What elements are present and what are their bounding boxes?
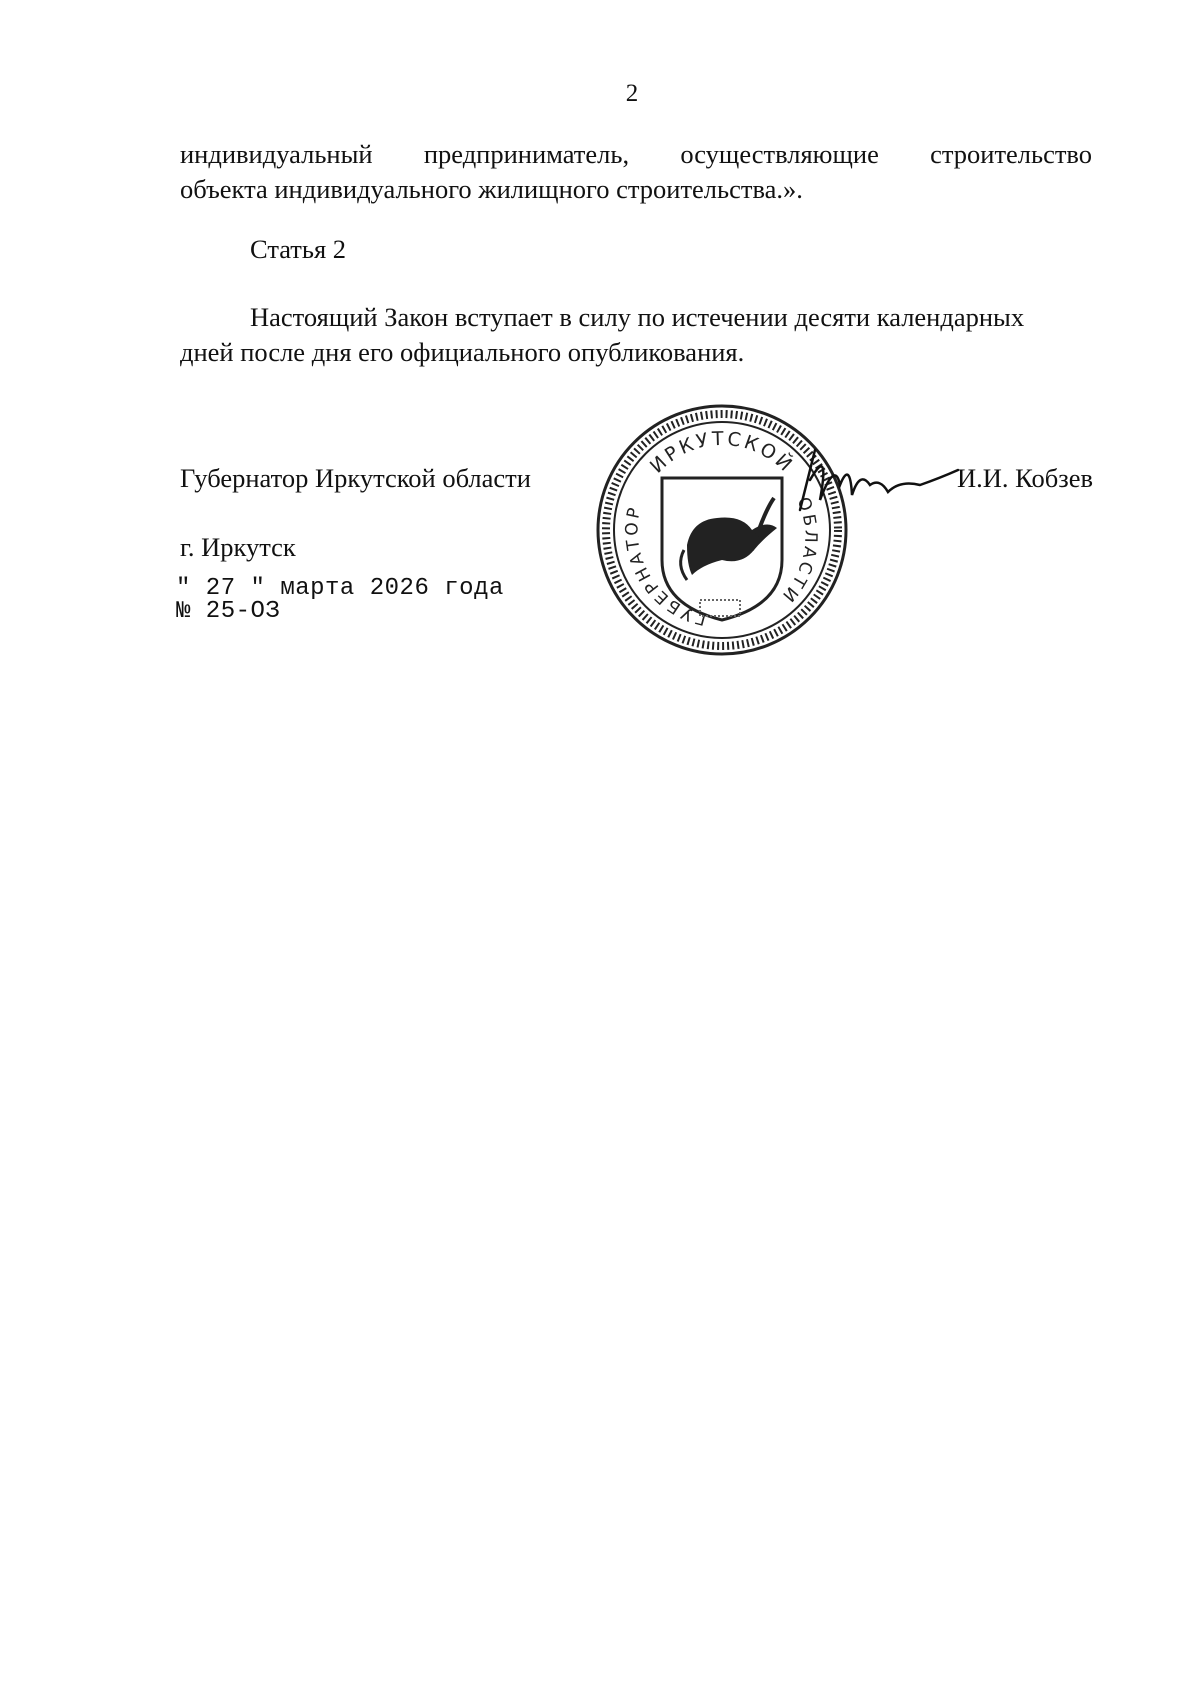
document-date: " 27 " марта 2026 года: [176, 575, 504, 602]
continuation-paragraph: [180, 137, 1092, 207]
article-line-2: дней после дня его официального опубликования.: [180, 337, 745, 367]
article-line-1: Настоящий Закон вступает в силу по истечении десяти календарных: [250, 302, 1025, 332]
seal-text-right: ОБЛАСТИ: [776, 494, 821, 608]
word: осуществляющие: [680, 139, 879, 169]
official-seal: [592, 400, 852, 660]
page-number: 2: [625, 80, 639, 107]
seal-text-top: ИРКУТСКОЙ: [645, 427, 799, 478]
word: предприниматель,: [423, 139, 630, 169]
word: индивидуальный: [180, 139, 373, 169]
article-paragraph: [180, 300, 1092, 370]
seal-text-left: ГУБЕРНАТОР: [622, 503, 709, 629]
word: строительство: [930, 139, 1093, 169]
signatory-name: И.И. Кобзев: [957, 463, 1093, 493]
continuation-line-2: объекта индивидуального жилищного строительства.».: [180, 174, 803, 204]
article-heading: Статья 2: [250, 234, 347, 264]
continuation-line-1: [180, 137, 1092, 172]
irkutsk-coat-of-arms-icon: [662, 478, 782, 620]
handwritten-signature: [770, 440, 970, 530]
document-number: № 25-ОЗ: [176, 598, 281, 625]
city: г. Иркутск: [180, 532, 296, 562]
signatory-title: Губернатор Иркутской области: [180, 463, 531, 493]
